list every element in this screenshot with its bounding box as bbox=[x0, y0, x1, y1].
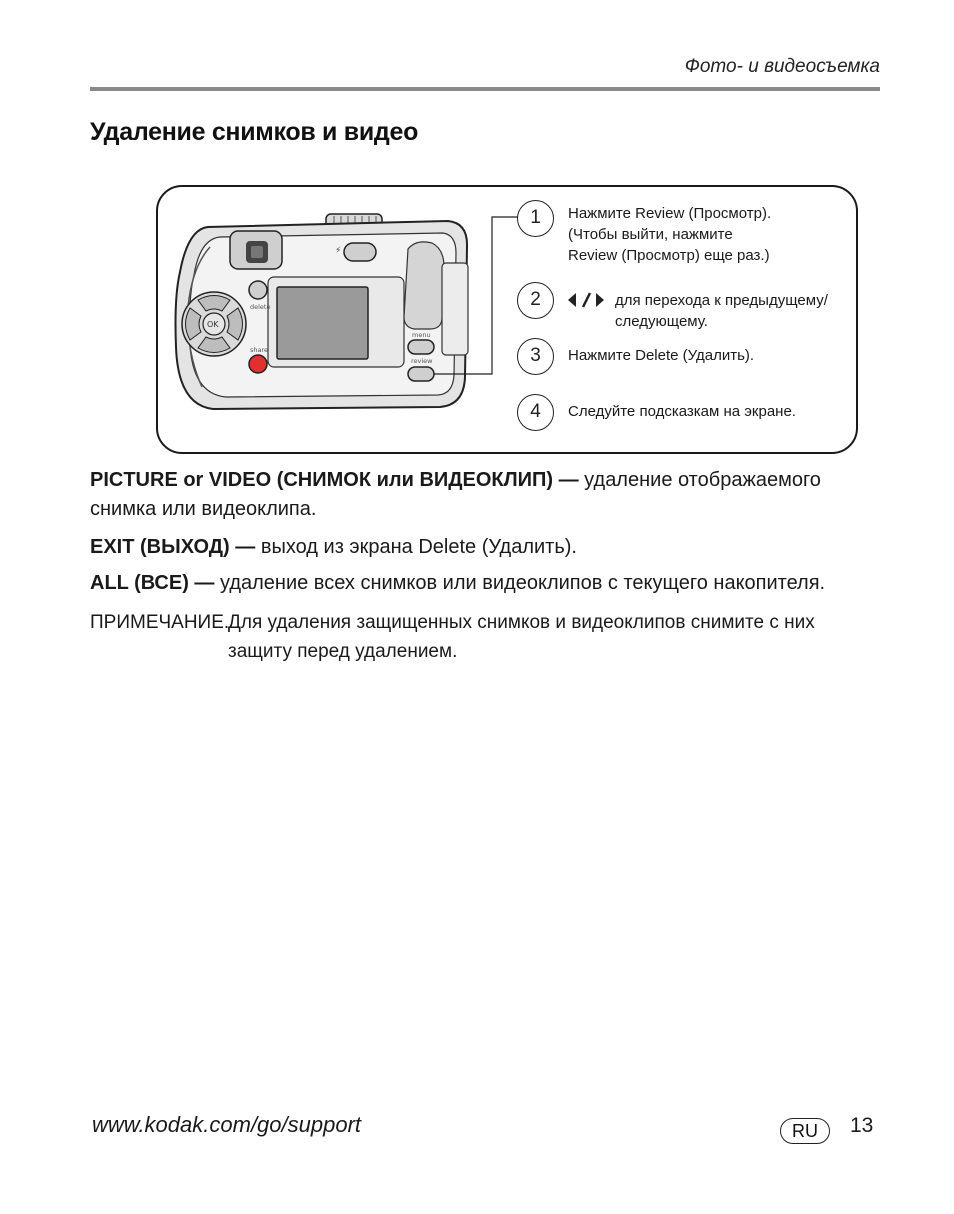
option-term: ALL (ВСЕ) — bbox=[90, 572, 215, 594]
note-label: ПРИМЕЧАНИЕ. bbox=[90, 612, 230, 633]
flash-button bbox=[344, 243, 376, 261]
step-1-circle: 1 bbox=[517, 200, 554, 237]
review-button bbox=[408, 367, 434, 381]
page-number: 13 bbox=[850, 1114, 874, 1137]
page-header-title: Фото- и видеосъемка bbox=[684, 56, 880, 77]
step-3-circle: 3 bbox=[517, 338, 554, 375]
option-term: PICTURE or VIDEO (СНИМОК или ВИДЕОКЛИП) — bbox=[90, 469, 579, 491]
memory-card-door bbox=[404, 242, 444, 329]
review-label: review bbox=[411, 357, 433, 365]
share-button bbox=[249, 355, 267, 373]
option-exit bbox=[90, 533, 860, 562]
delete-button bbox=[249, 281, 267, 299]
section-title: Удаление снимков и видео bbox=[90, 118, 419, 146]
lcd-screen bbox=[277, 287, 368, 359]
note-text: Для удаления защищенных снимков и видеоклипов снимите с них защиту перед удалением. bbox=[228, 612, 815, 662]
delete-label: delete bbox=[250, 303, 271, 311]
footer-url[interactable]: www.kodak.com/go/support bbox=[92, 1112, 362, 1137]
option-desc: выход из экрана Delete (Удалить). bbox=[255, 536, 577, 558]
svg-text:⚡: ⚡ bbox=[335, 246, 342, 256]
menu-button bbox=[408, 340, 434, 354]
option-term: EXIT (ВЫХОД) — bbox=[90, 536, 256, 558]
option-desc: удаление отображаемого снимка или видеоклипа. bbox=[90, 469, 821, 520]
figure-box bbox=[156, 185, 858, 454]
option-all bbox=[90, 569, 880, 598]
step-2-text: для перехода к предыдущему/ следующему. bbox=[615, 292, 828, 330]
option-desc: удаление всех снимков или видеоклипов с текущего накопителя. bbox=[214, 572, 826, 594]
share-label: share bbox=[250, 346, 269, 354]
menu-label: menu bbox=[412, 331, 431, 339]
step-3-text: Нажмите Delete (Удалить). bbox=[568, 347, 755, 364]
step-4-text: Следуйте подсказкам на экране. bbox=[568, 403, 796, 420]
ok-label: OK bbox=[207, 320, 219, 329]
left-right-arrows-icon bbox=[566, 291, 608, 309]
step-1-text: Нажмите Review (Просмотр). (Чтобы выйти, нажмите Review (Просмотр) еще раз.) bbox=[568, 205, 772, 264]
step-4-circle: 4 bbox=[517, 394, 554, 431]
step-2-circle: 2 bbox=[517, 282, 554, 319]
language-badge: RU bbox=[780, 1118, 830, 1144]
option-picture-or-video bbox=[90, 466, 860, 524]
header-rule bbox=[90, 87, 880, 91]
